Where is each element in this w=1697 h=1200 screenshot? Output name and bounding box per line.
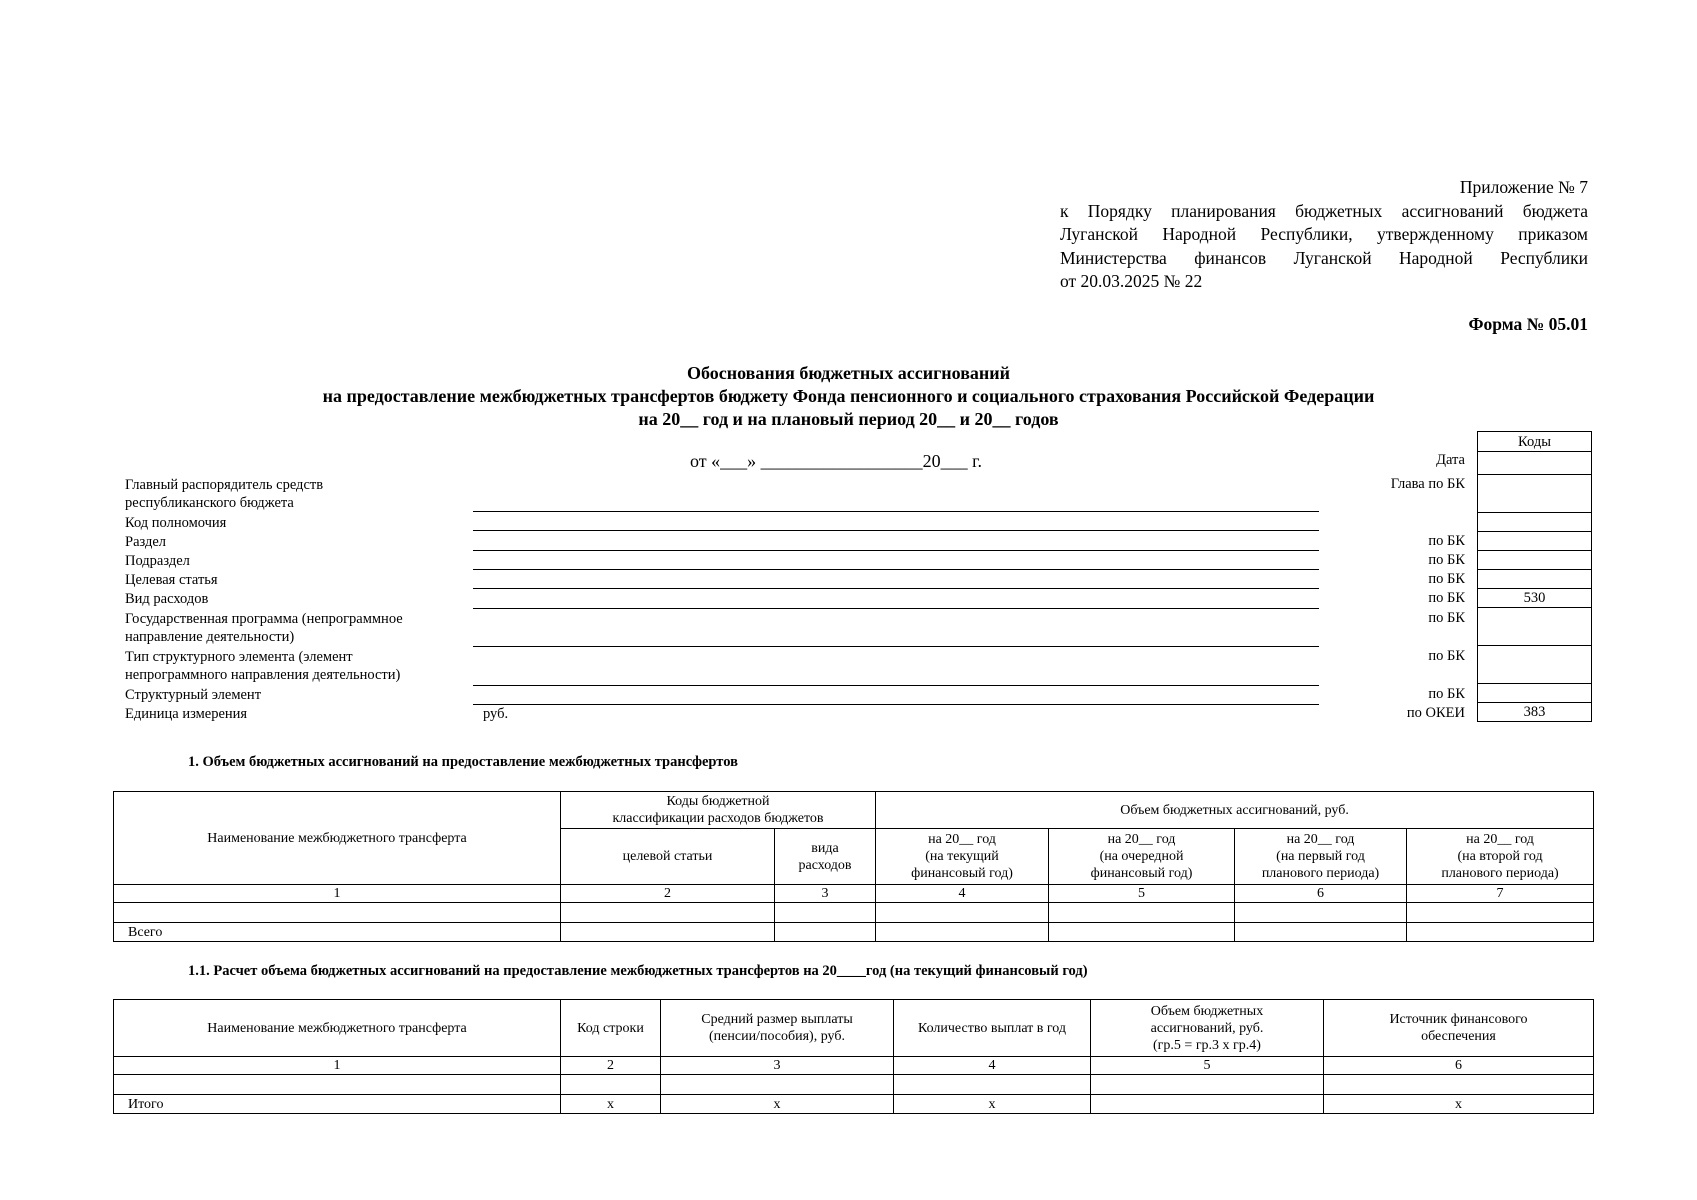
table-cell[interactable] bbox=[775, 903, 876, 923]
column-number: 2 bbox=[561, 885, 775, 903]
column-number: 5 bbox=[1049, 885, 1235, 903]
header-year-4: на 20__ год (на второй год планового периода) bbox=[1407, 829, 1594, 885]
header-volume: Объем бюджетных ассигнований, руб. (гр.5 = гр.3 х гр.4) bbox=[1091, 1000, 1324, 1057]
column-number: 7 bbox=[1407, 885, 1594, 903]
code-cell[interactable] bbox=[1478, 608, 1592, 646]
appendix-line: Министерства финансов Луганской Народной Республики bbox=[1060, 247, 1588, 268]
fill-line bbox=[473, 588, 1319, 589]
total-row bbox=[114, 1095, 1594, 1114]
code-cell[interactable] bbox=[1478, 684, 1592, 703]
total-label: Итого bbox=[114, 1095, 561, 1114]
header-volume: Объем бюджетных ассигнований, руб. bbox=[876, 792, 1594, 829]
code-label: по БК bbox=[1428, 571, 1465, 587]
codes-table bbox=[1477, 431, 1592, 722]
table-cell[interactable] bbox=[894, 1075, 1091, 1095]
table-cell[interactable] bbox=[114, 1075, 561, 1095]
x-mark: х bbox=[561, 1095, 661, 1114]
table-cell[interactable] bbox=[1407, 923, 1594, 942]
date-line: от «___» __________________20___ г. bbox=[690, 451, 982, 471]
code-cell[interactable] bbox=[1478, 646, 1592, 684]
table-cell[interactable] bbox=[114, 903, 561, 923]
field-label: Единица измерения bbox=[125, 706, 248, 722]
section-1-1-table bbox=[113, 999, 1594, 1114]
header-payments-count: Количество выплат в год bbox=[894, 1000, 1091, 1057]
appendix-line: Приложение № 7 bbox=[1459, 177, 1588, 197]
code-label: по БК bbox=[1428, 648, 1465, 664]
header-transfer-name: Наименование межбюджетного трансферта bbox=[114, 792, 561, 885]
x-mark: х bbox=[661, 1095, 894, 1114]
code-cell[interactable] bbox=[1478, 570, 1592, 589]
appendix-line: Луганской Народной Республики, утвержденному приказом bbox=[1060, 224, 1588, 244]
header-target-article: целевой статьи bbox=[561, 829, 775, 885]
table-cell[interactable] bbox=[1049, 903, 1235, 923]
header-year-2: на 20__ год (на очередной финансовый год) bbox=[1049, 829, 1235, 885]
date-label: Дата bbox=[1436, 452, 1465, 468]
column-number: 3 bbox=[661, 1057, 894, 1075]
section-1-table bbox=[113, 791, 1594, 942]
column-number: 1 bbox=[114, 1057, 561, 1075]
header-transfer-name: Наименование межбюджетного трансферта bbox=[114, 1000, 561, 1057]
table-cell[interactable] bbox=[775, 923, 876, 942]
column-number: 6 bbox=[1235, 885, 1407, 903]
appendix-line: от 20.03.2025 № 22 bbox=[1060, 271, 1203, 291]
fill-line bbox=[473, 511, 1319, 512]
field-label: Структурный элемент bbox=[125, 687, 262, 703]
table-cell[interactable] bbox=[1049, 923, 1235, 942]
code-label: по БК bbox=[1428, 610, 1465, 626]
appendix-block bbox=[1060, 176, 1588, 294]
table-cell[interactable] bbox=[1235, 923, 1407, 942]
header-budget-codes: Коды бюджетной классификации расходов бюджетов bbox=[561, 792, 876, 829]
fill-line bbox=[473, 704, 1319, 705]
table-cell[interactable] bbox=[1091, 1075, 1324, 1095]
column-number: 1 bbox=[114, 885, 561, 903]
code-label: по БК bbox=[1428, 590, 1465, 606]
title-line-3: на 20__ год и на плановый период 20__ и 20__ годов bbox=[638, 409, 1059, 429]
table-cell[interactable] bbox=[561, 903, 775, 923]
table-cell[interactable] bbox=[561, 1075, 661, 1095]
code-cell-date[interactable] bbox=[1478, 452, 1592, 475]
header-average-payment: Средний размер выплаты (пенсии/пособия), руб. bbox=[661, 1000, 894, 1057]
column-number: 3 bbox=[775, 885, 876, 903]
column-number: 4 bbox=[894, 1057, 1091, 1075]
table-cell[interactable] bbox=[561, 923, 775, 942]
fill-line bbox=[473, 685, 1319, 686]
code-cell[interactable] bbox=[1478, 513, 1592, 532]
table-row bbox=[114, 1075, 1594, 1095]
table-cell[interactable] bbox=[1324, 1075, 1594, 1095]
code-cell[interactable] bbox=[1478, 532, 1592, 551]
field-label: Код полномочия bbox=[125, 515, 227, 531]
column-number: 2 bbox=[561, 1057, 661, 1075]
x-mark: х bbox=[1324, 1095, 1594, 1114]
table-cell[interactable] bbox=[1091, 1095, 1324, 1114]
document-title bbox=[0, 362, 1697, 431]
code-cell[interactable]: 383 bbox=[1478, 703, 1592, 722]
field-label: Главный распорядитель средств республиканского бюджета bbox=[125, 477, 324, 511]
section-1-1-title: 1.1. Расчет объема бюджетных ассигнований на предоставление межбюджетных трансфертов на 20____год (на текущий финансовый год) bbox=[188, 963, 1088, 979]
table-row bbox=[114, 903, 1594, 923]
field-label: Раздел bbox=[125, 534, 167, 550]
appendix-line: к Порядку планирования бюджетных ассигнований бюджета bbox=[1060, 200, 1588, 221]
code-label: по БК bbox=[1428, 533, 1465, 549]
fill-line bbox=[473, 569, 1319, 570]
total-label: Всего bbox=[114, 923, 561, 942]
fill-line bbox=[473, 608, 1319, 609]
fill-line bbox=[473, 550, 1319, 551]
table-cell[interactable] bbox=[1235, 903, 1407, 923]
code-cell[interactable] bbox=[1478, 475, 1592, 513]
fill-line bbox=[473, 646, 1319, 647]
codes-header: Коды bbox=[1478, 432, 1592, 452]
column-number: 5 bbox=[1091, 1057, 1324, 1075]
table-cell[interactable] bbox=[876, 903, 1049, 923]
code-cell[interactable]: 530 bbox=[1478, 589, 1592, 608]
field-label: Подраздел bbox=[125, 553, 190, 569]
fill-line bbox=[473, 530, 1319, 531]
table-cell[interactable] bbox=[1407, 903, 1594, 923]
x-mark: х bbox=[894, 1095, 1091, 1114]
title-line-1: Обоснования бюджетных ассигнований bbox=[686, 363, 1011, 383]
table-cell[interactable] bbox=[876, 923, 1049, 942]
code-label: по БК bbox=[1428, 686, 1465, 702]
field-label: Государственная программа (непрограммное направление деятельности) bbox=[125, 611, 403, 645]
code-cell[interactable] bbox=[1478, 551, 1592, 570]
form-number: Форма № 05.01 bbox=[1468, 314, 1588, 334]
section-1-title: 1. Объем бюджетных ассигнований на предоставление межбюджетных трансфертов bbox=[188, 754, 738, 770]
column-number: 4 bbox=[876, 885, 1049, 903]
column-number: 6 bbox=[1324, 1057, 1594, 1075]
header-expense-kind: вида расходов bbox=[775, 829, 876, 885]
header-funding-source: Источник финансового обеспечения bbox=[1324, 1000, 1594, 1057]
title-line-2: на предоставление межбюджетных трансфертов бюджету Фонда пенсионного и социального страхования Российской Федерации bbox=[322, 386, 1375, 406]
unit-value: руб. bbox=[483, 706, 509, 722]
field-label: Целевая статья bbox=[125, 572, 218, 588]
header-row-code: Код строки bbox=[561, 1000, 661, 1057]
code-label: Глава по БК bbox=[1390, 476, 1465, 492]
code-label: по ОКЕИ bbox=[1406, 705, 1465, 721]
field-label: Тип структурного элемента (элемент непрограммного направления деятельности) bbox=[125, 649, 401, 683]
header-year-3: на 20__ год (на первый год планового периода) bbox=[1235, 829, 1407, 885]
table-cell[interactable] bbox=[661, 1075, 894, 1095]
field-label: Вид расходов bbox=[125, 591, 209, 607]
code-label: по БК bbox=[1428, 552, 1465, 568]
total-row bbox=[114, 923, 1594, 942]
header-year-1: на 20__ год (на текущий финансовый год) bbox=[876, 829, 1049, 885]
